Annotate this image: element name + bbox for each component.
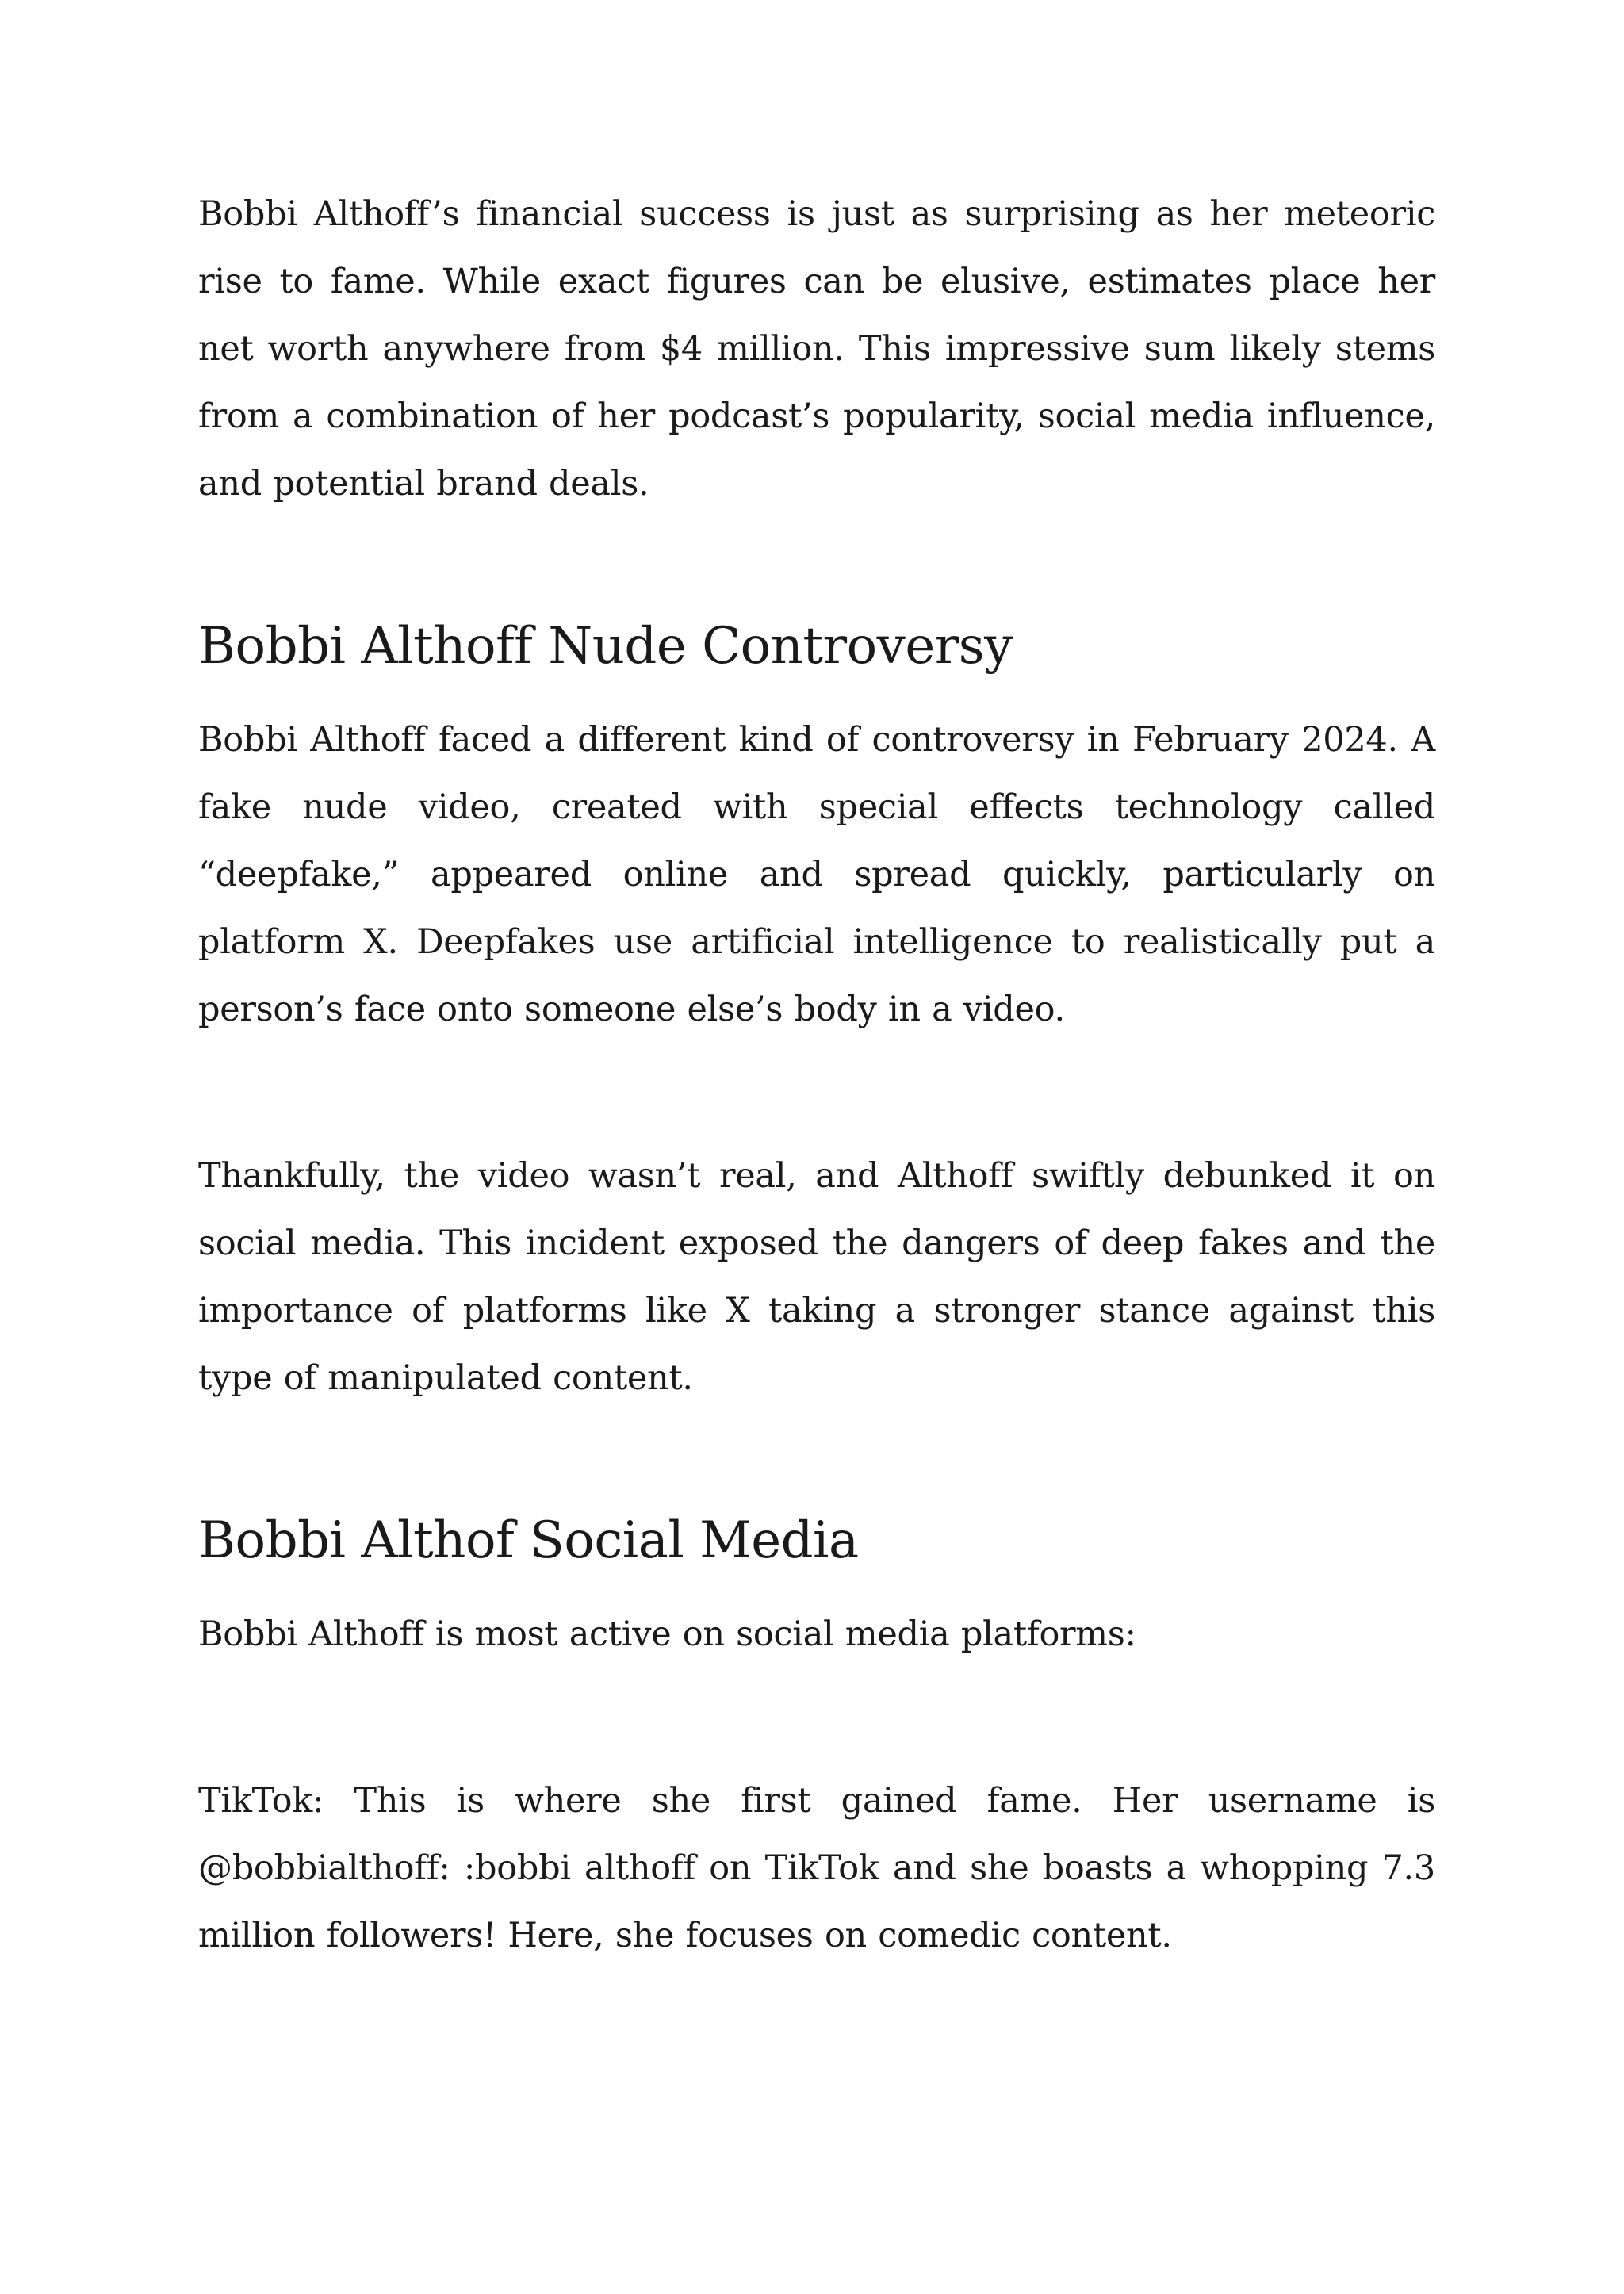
section-heading-social-media: Bobbi Althof Social Media — [198, 1511, 859, 1570]
spacer — [198, 678, 1435, 707]
spacer — [198, 1668, 1435, 1767]
document-page — [198, 181, 1435, 1970]
social-media-paragraph-2: TikTok: This is where she first gained fame. Her username is @bobbialthoff: :bobbi althoff on TikTok and she boasts a whopping 7.3 million followers! Here, she focuses on comedic content. — [198, 1781, 1435, 1955]
intro-paragraph: Bobbi Althoff’s financial success is just as surprising as her meteoric rise to fame. While exact figures can be elusive, estimates place her net worth anywhere from $4 million. This impressive sum likely stems from a combination of her podcast’s popularity, social media influence, and potential brand deals. — [198, 194, 1435, 504]
social-media-paragraph-1: Bobbi Althoff is most active on social media platforms: — [198, 1614, 1136, 1654]
spacer — [198, 1412, 1435, 1509]
controversy-paragraph-1: Bobbi Althoff faced a different kind of controversy in February 2024. A fake nude video, created with special effects technology called “deepfake,” appeared online and spread quickly, particularly on platform X. Deepfakes use artificial intelligence to realistically put a person’s face onto someone else’s body in a video. — [198, 720, 1435, 1029]
controversy-paragraph-2: Thankfully, the video wasn’t real, and Althoff swiftly debunked it on social media. This incident exposed the dangers of deep fakes and the importance of platforms like X taking a stronger stance against this type of manipulated content. — [198, 1156, 1435, 1398]
spacer — [198, 518, 1435, 615]
section-heading-controversy: Bobbi Althoff Nude Controversy — [198, 617, 1013, 676]
spacer — [198, 1572, 1435, 1601]
spacer — [198, 1044, 1435, 1143]
